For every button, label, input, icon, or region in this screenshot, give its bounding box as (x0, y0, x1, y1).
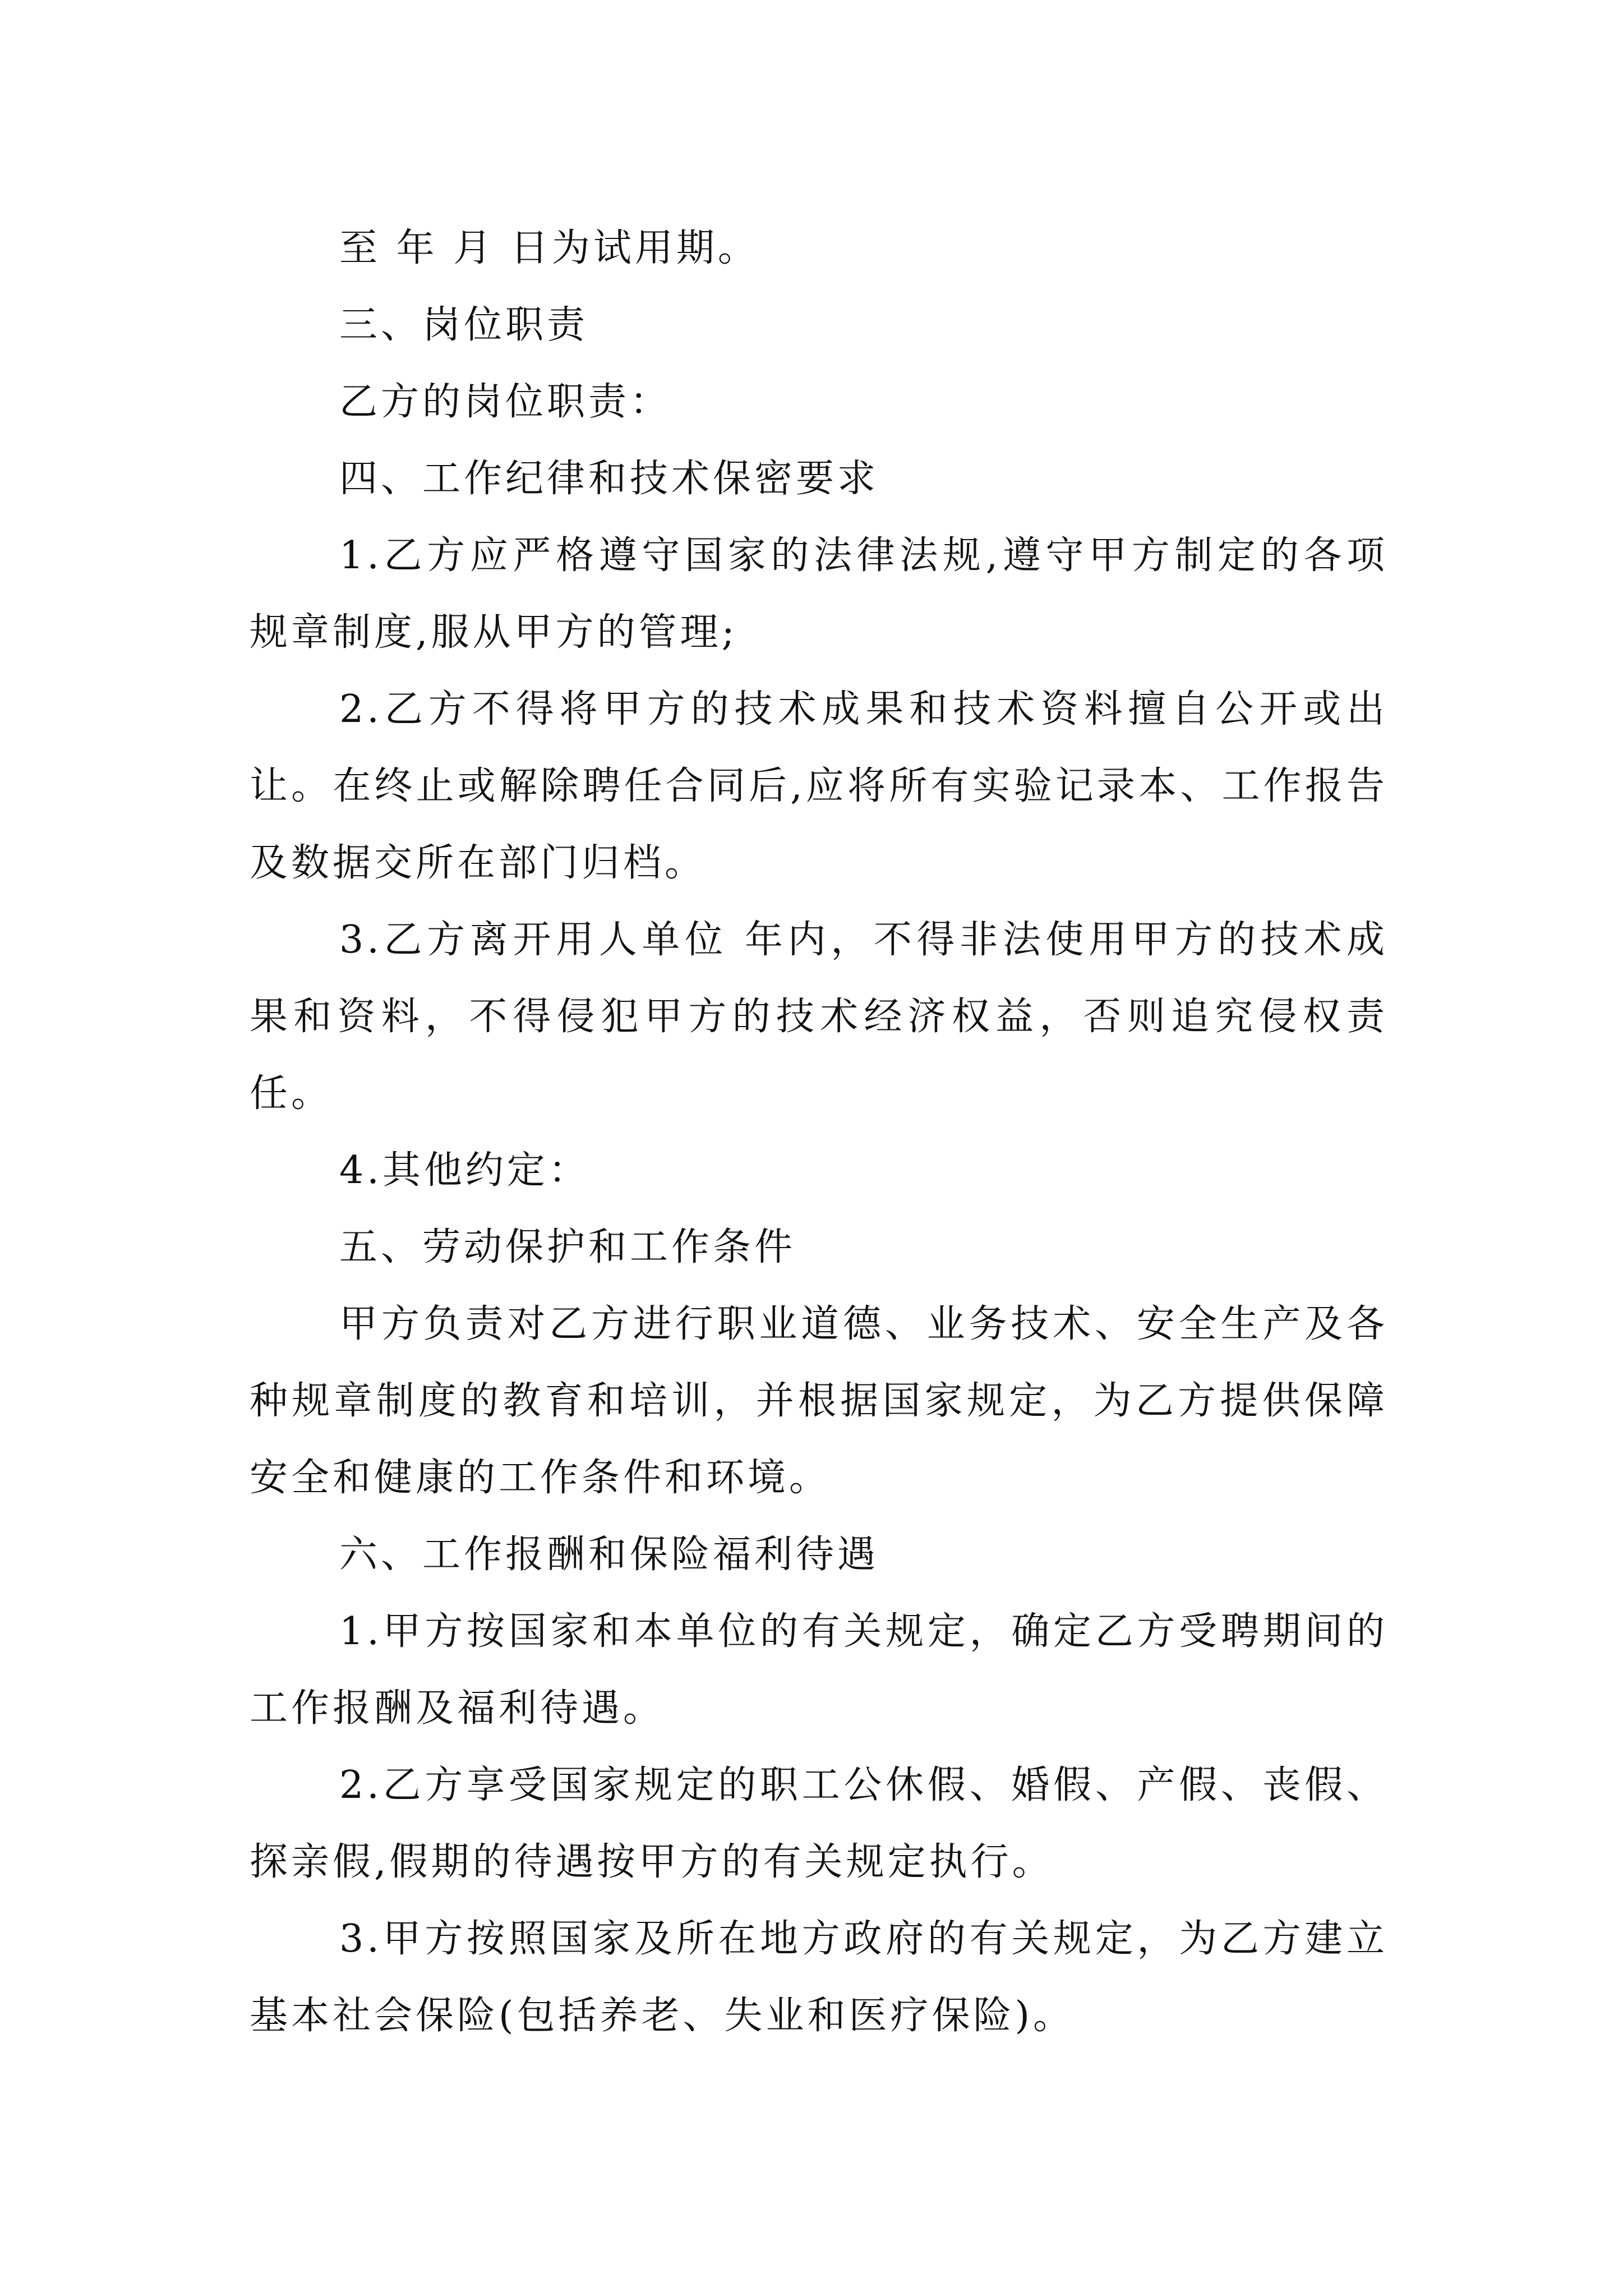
paragraph-job-duties: 乙方的岗位职责： (339, 380, 672, 424)
paragraph-compensation-2: 2.乙方享受国家规定的职工公休假、婚假、产假、丧假、探亲假,假期的待遇按甲方的有关规定执行。 (250, 1763, 1388, 1884)
heading-labor-protection: 五、劳动保护和工作条件 (339, 1225, 796, 1269)
paragraph-compensation-3: 3.甲方按照国家及所在地方政府的有关规定，为乙方建立基本社会保险(包括养老、失业和医疗保险)。 (250, 1917, 1388, 2038)
paragraph-labor-protection: 甲方负责对乙方进行职业道德、业务技术、安全生产及各种规章制度的教育和培训，并根据国家规定，为乙方提供保障安全和健康的工作条件和环境。 (250, 1302, 1388, 1500)
paragraph-compensation-1: 1.甲方按国家和本单位的有关规定，确定乙方受聘期间的工作报酬及福利待遇。 (250, 1609, 1388, 1731)
paragraph-probation-period: 至 年 月 日为试用期。 (339, 226, 759, 270)
paragraph-discipline-2: 2.乙方不得将甲方的技术成果和技术资料擅自公开或出让。在终止或解除聘任合同后,应将所有实验记录本、工作报告及数据交所在部门归档。 (250, 687, 1388, 885)
heading-discipline-confidentiality: 四、工作纪律和技术保密要求 (339, 457, 879, 501)
paragraph-discipline-1: 1.乙方应严格遵守国家的法律法规,遵守甲方制定的各项规章制度,服从甲方的管理; (250, 533, 1388, 655)
heading-job-duties: 三、岗位职责 (339, 303, 589, 347)
heading-compensation-benefits: 六、工作报酬和保险福利待遇 (339, 1533, 879, 1577)
paragraph-discipline-4: 4.其他约定： (339, 1148, 590, 1193)
document-body (250, 210, 1388, 2054)
paragraph-discipline-3: 3.乙方离开用人单位 年内，不得非法使用甲方的技术成果和资料，不得侵犯甲方的技术经济权益，否则追究侵权责任。 (250, 918, 1388, 1116)
